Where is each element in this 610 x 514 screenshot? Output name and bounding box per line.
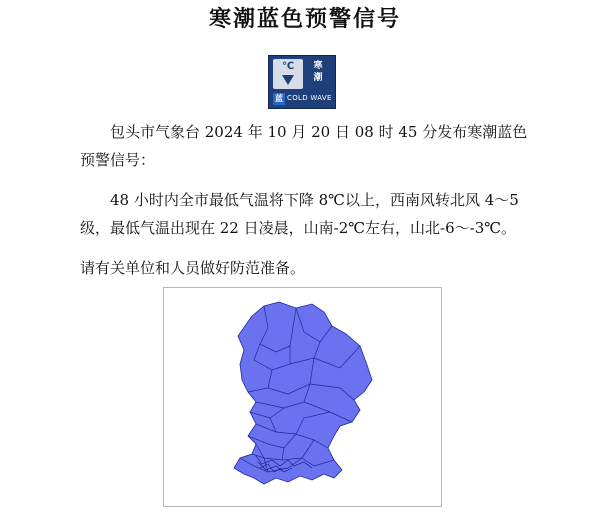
thermometer-down-icon bbox=[273, 59, 303, 89]
badge-unit: ℃ bbox=[281, 61, 295, 72]
badge-english: COLD WAVE bbox=[287, 94, 332, 102]
forecast-paragraph: 48 小时内全市最低气温将下降 8℃以上，西南风转北风 4～5 级，最低气温出现在 22 日凌晨，山南-2℃左右，山北-6～-3℃。 bbox=[80, 191, 519, 237]
badge-level: 蓝 bbox=[275, 94, 283, 103]
warning-area-map bbox=[163, 287, 442, 507]
down-arrow-icon bbox=[282, 75, 294, 85]
issue-paragraph: 包头市气象台 2024 年 10 月 20 日 08 时 45 分发布寒潮蓝色预警信号： bbox=[80, 123, 528, 169]
badge-word bbox=[305, 60, 331, 88]
badge-word-line1: 寒 bbox=[313, 61, 323, 71]
badge-word-line2: 潮 bbox=[313, 73, 323, 83]
cold-wave-warning-badge bbox=[268, 55, 336, 109]
region-map-svg bbox=[164, 288, 441, 506]
page-title: 寒潮蓝色预警信号 bbox=[208, 7, 401, 32]
advice-paragraph: 请有关单位和人员做好防范准备。 bbox=[80, 259, 306, 277]
